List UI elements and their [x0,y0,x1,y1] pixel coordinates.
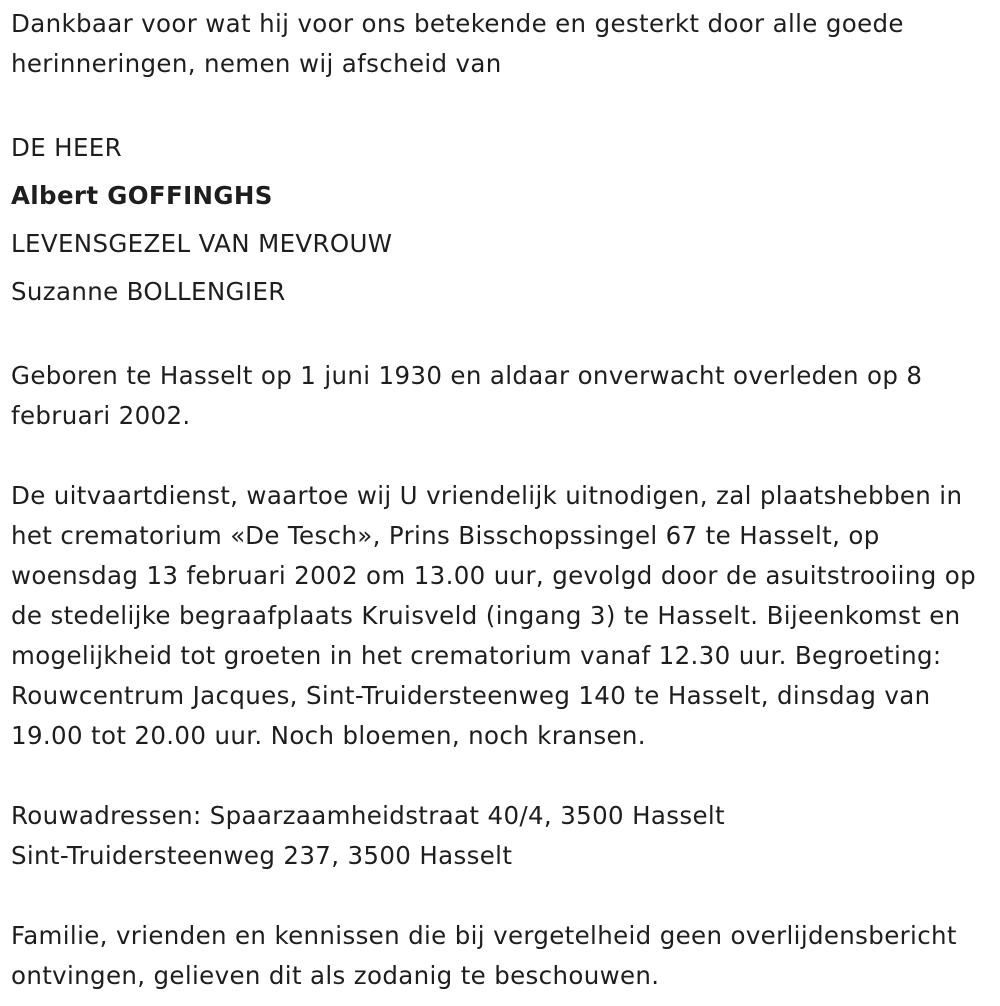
closing-paragraph: Familie, vrienden en kennissen die bij vergetelheid geen overlijdensbericht ontvingen, gelieven dit als zodanig te beschouwen. [11,921,957,990]
spacer [11,84,996,124]
intro-paragraph: Dankbaar voor wat hij voor ons betekende en gesterkt door alle goede herinneringen, nemen wij afscheid van [11,9,904,78]
deceased-title: DE HEER [11,133,122,162]
relation-line: LEVENSGEZEL VAN MEVROUW [11,229,393,258]
spacer [11,756,996,796]
address-line-1: Rouwadressen: Spaarzaamheidstraat 40/4, 3500 Hasselt [11,801,725,830]
obituary-notice [11,4,996,996]
birth-death-paragraph: Geboren te Hasselt op 1 juni 1930 en aldaar onverwacht overleden op 8 februari 2002. [11,361,923,430]
spacer [11,316,996,356]
deceased-block [11,124,996,316]
funeral-paragraph: De uitvaartdienst, waartoe wij U vriendelijk uitnodigen, zal plaatshebben in het crematorium «De Tesch», Prins Bisschopssingel 67 te Hasselt, op woensdag 13 februari 2002 om 13.00 uur, gevolgd door de asuitstrooiing op de stedelijke begraafplaats Kruisveld (ingang 3) te Hasselt. Bijeenkomst en mogelijkheid tot groeten in het crematorium vanaf 12.30 uur. Begroeting: Rouwcentrum Jacques, Sint-Truidersteenweg 140 te Hasselt, dinsdag van 19.00 tot 20.00 uur. Noch bloemen, noch kransen. [11,481,976,750]
spacer [11,436,996,476]
address-line-2: Sint-Truidersteenweg 237, 3500 Hasselt [11,841,513,870]
spacer [11,876,996,916]
deceased-name: Albert GOFFINGHS [11,181,273,210]
partner-name: Suzanne BOLLENGIER [11,277,286,306]
